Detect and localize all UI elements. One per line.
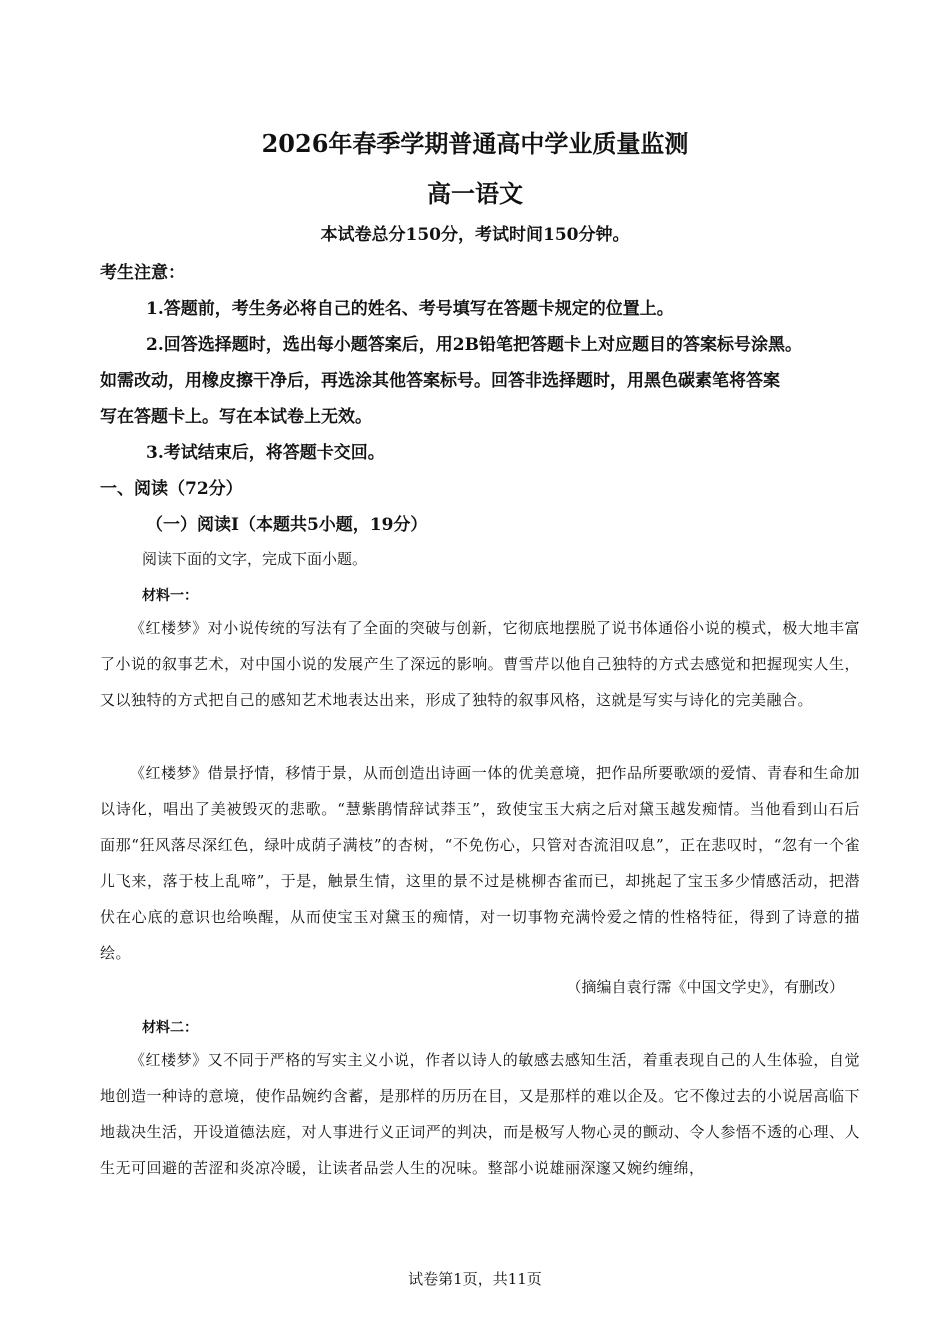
notice-item-2-line-1: 2.回答选择题时，选出每小题答案后，用2B铅笔把答题卡上对应题目的答案标号涂黑。 (146, 335, 802, 355)
notice-item-3: 3.考试结束后，将答题卡交回。 (146, 443, 385, 463)
exam-info: 本试卷总分150分，考试时间150分钟。 (320, 225, 630, 245)
material-1-label: 材料一： (142, 588, 198, 604)
page-footer: 试卷第1页，共11页 (408, 1270, 542, 1288)
notice-item-2-line-2: 如需改动，用橡皮擦干净后，再选涂其他答案标号。回答非选择题时，用黑色碳素笔将答案 (100, 371, 780, 391)
notice-item-2-line-3: 写在答题卡上。写在本试卷上无效。 (100, 407, 372, 427)
section-heading: 一、阅读（72分） (100, 479, 243, 499)
material-1-source: （摘编自袁行霈《中国文学史》，有删改） (566, 978, 844, 996)
material-1-paragraph-1: 《红楼梦》对小说传统的写法有了全面的突破与创新，它彻底地摆脱了说书体通俗小说的模式，极大地丰富了小说的叙事艺术，对中国小说的发展产生了深远的影响。曹雪芹以他自己独特的方式去感觉和把握现实人生，又以独特的方式把自己的感知艺术地表达出来，形成了独特的叙事风格，这就是写实与诗化的完美融合。 (100, 619, 860, 709)
material-2-paragraph-1: 《红楼梦》又不同于严格的写实主义小说，作者以诗人的敏感去感知生活，着重表现自己的人生体验，自觉地创造一种诗的意境，使作品婉约含蓄，是那样的历历在目，又是那样的难以企及。它不像过去的小说居高临下地裁决生活，开设道德法庭，对人事进行义正词严的判决，而是极写人物心灵的颤动、令人参悟不透的心理、人生无可回避的苦涩和炎凉冷暖，让读者品尝人生的况味。整部小说雄丽深邃又婉约缠绵， (100, 1051, 860, 1177)
material-1-paragraph-2: 《红楼梦》借景抒情，移情于景，从而创造出诗画一体的优美意境，把作品所要歌颂的爱情、青春和生命加以诗化，唱出了美被毁灭的悲歌。“慧紫鹃情辞试莽玉”，致使宝玉大病之后对黛玉越发痴情。当他看到山石后面那“狂风落尽深红色，绿叶成荫子满枝”的杏树，“不免伤心，只管对杏流泪叹息”，正在悲叹时，“忽有一个雀儿飞来，落于枝上乱啼”，于是，触景生情，这里的景不过是桃柳杏雀而已，却挑起了宝玉多少情感活动，把潜伏在心底的意识也给唤醒，从而使宝玉对黛玉的痴情，对一切事物充满怜爱之情的性格特征，得到了诗意的描绘。 (100, 764, 860, 962)
section-instruction: 阅读下面的文字，完成下面小题。 (142, 550, 368, 568)
subject-title: 高一语文 (427, 179, 523, 208)
notice-heading: 考生注意： (100, 263, 185, 283)
material-2-label: 材料二： (142, 1020, 198, 1036)
section-subheading: （一）阅读Ⅰ（本题共5小题，19分） (146, 515, 428, 535)
exam-title: 2026年春季学期普通高中学业质量监测 (261, 129, 689, 158)
notice-item-1: 1.答题前，考生务必将自己的姓名、考号填写在答题卡规定的位置上。 (146, 299, 674, 319)
